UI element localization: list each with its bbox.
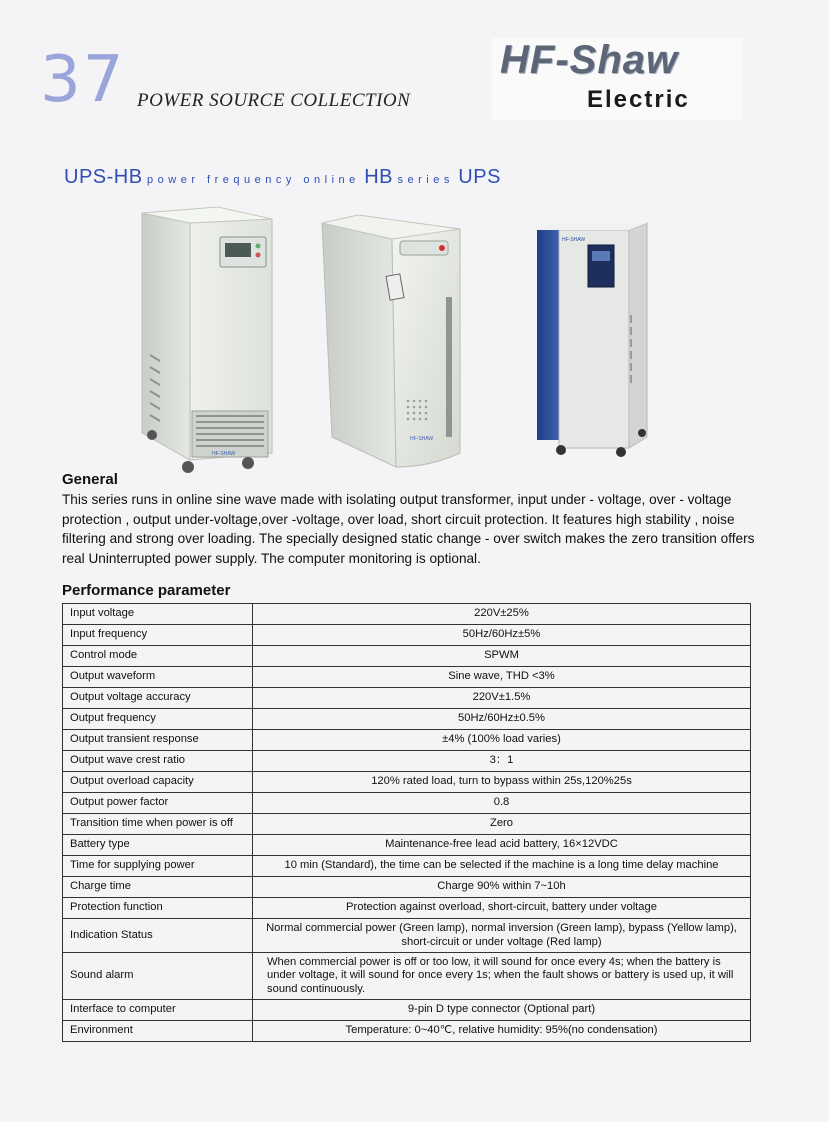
performance-heading: Performance parameter: [62, 582, 231, 599]
param-value: Temperature: 0~40℃, relative humidity: 95%(no condensation): [253, 1021, 751, 1042]
param-value: Maintenance-free lead acid battery, 16×12VDC: [253, 835, 751, 856]
param-value: 120% rated load, turn to bypass within 25s,120%25s: [253, 772, 751, 793]
table-row: [63, 877, 751, 898]
param-name: Input frequency: [63, 625, 253, 646]
param-name: Output transient response: [63, 730, 253, 751]
table-row: [63, 730, 751, 751]
param-name: Output frequency: [63, 709, 253, 730]
table-row: [63, 919, 751, 953]
param-name: Input voltage: [63, 604, 253, 625]
product-photos: [130, 205, 670, 480]
param-value: When commercial power is off or too low, it will sound for once every 4s; when the battery is under voltage, it will sound for once every 1s; when the fault shows or battery is used up, it will sound continuously.: [253, 953, 751, 1000]
param-value: Normal commercial power (Green lamp), normal inversion (Green lamp), bypass (Yellow lamp), short-circuit or under voltage (Red lamp): [253, 919, 751, 953]
param-value: 220V±1.5%: [253, 688, 751, 709]
param-name: Output overload capacity: [63, 772, 253, 793]
table-row: [63, 688, 751, 709]
param-name: Environment: [63, 1021, 253, 1042]
param-name: Output wave crest ratio: [63, 751, 253, 772]
param-name: Interface to computer: [63, 1000, 253, 1021]
param-value: Zero: [253, 814, 751, 835]
ups-unit-2-photo: [322, 215, 460, 467]
table-row: [63, 814, 751, 835]
table-row: [63, 1021, 751, 1042]
table-row: [63, 1000, 751, 1021]
ups-unit-2-brand-label: HF-SHAW: [410, 436, 434, 442]
param-name: Indication Status: [63, 919, 253, 953]
general-description: This series runs in online sine wave made with isolating output transformer, input under - voltage, over - voltage protection , output under-voltage,over -voltage, over load, short circuit protection. It features high stability , noise filtering and strong over loading. The specially designed static change - over switch makes the zero transition offers real Uninterrupted power supply. The computer monitoring is optional.: [62, 492, 755, 566]
param-value: 50Hz/60Hz±0.5%: [253, 709, 751, 730]
param-value: 220V±25%: [253, 604, 751, 625]
param-value: Charge 90% within 7~10h: [253, 877, 751, 898]
table-row: [63, 646, 751, 667]
param-value: 0.8: [253, 793, 751, 814]
brand-logo-subtitle: Electric: [587, 86, 690, 113]
table-row: [63, 625, 751, 646]
ups-unit-1-brand-label: HF-SHAW: [212, 451, 236, 457]
ups-unit-3-photo: [537, 223, 647, 457]
table-row: [63, 604, 751, 625]
param-name: Time for supplying power: [63, 856, 253, 877]
product-title-series-code: HB: [364, 166, 394, 188]
general-heading: General: [62, 471, 118, 488]
param-value: Protection against overload, short-circuit, battery under voltage: [253, 898, 751, 919]
table-row: [63, 793, 751, 814]
collection-title: POWER SOURCE COLLECTION: [137, 90, 411, 111]
table-row: [63, 953, 751, 1000]
table-row: [63, 667, 751, 688]
param-value: 10 min (Standard), the time can be selected if the machine is a long time delay machine: [253, 856, 751, 877]
ups-unit-1-photo: [142, 207, 272, 473]
product-title-model: UPS-HB: [64, 166, 143, 188]
performance-table: [62, 603, 751, 1042]
brand-logo: HF-Shaw: [500, 38, 679, 82]
param-name: Output voltage accuracy: [63, 688, 253, 709]
table-row: [63, 709, 751, 730]
param-name: Battery type: [63, 835, 253, 856]
product-title-ups: UPS: [458, 166, 501, 188]
param-value: Sine wave, THD <3%: [253, 667, 751, 688]
ups-unit-3-brand-label: HF-SHAW: [562, 237, 586, 243]
param-value: 50Hz/60Hz±5%: [253, 625, 751, 646]
param-name: Transition time when power is off: [63, 814, 253, 835]
product-title: [64, 166, 501, 189]
param-name: Output waveform: [63, 667, 253, 688]
param-value: 3：1: [253, 751, 751, 772]
param-value: ±4% (100% load varies): [253, 730, 751, 751]
product-title-series: series: [397, 174, 454, 186]
param-value: SPWM: [253, 646, 751, 667]
param-name: Sound alarm: [63, 953, 253, 1000]
table-row: [63, 772, 751, 793]
page-number: 37: [40, 43, 126, 117]
param-value: 9-pin D type connector (Optional part): [253, 1000, 751, 1021]
param-name: Charge time: [63, 877, 253, 898]
product-title-desc: power frequency online: [147, 174, 360, 186]
table-row: [63, 898, 751, 919]
param-name: Control mode: [63, 646, 253, 667]
table-row: [63, 751, 751, 772]
table-row: [63, 835, 751, 856]
table-row: [63, 856, 751, 877]
param-name: Output power factor: [63, 793, 253, 814]
param-name: Protection function: [63, 898, 253, 919]
